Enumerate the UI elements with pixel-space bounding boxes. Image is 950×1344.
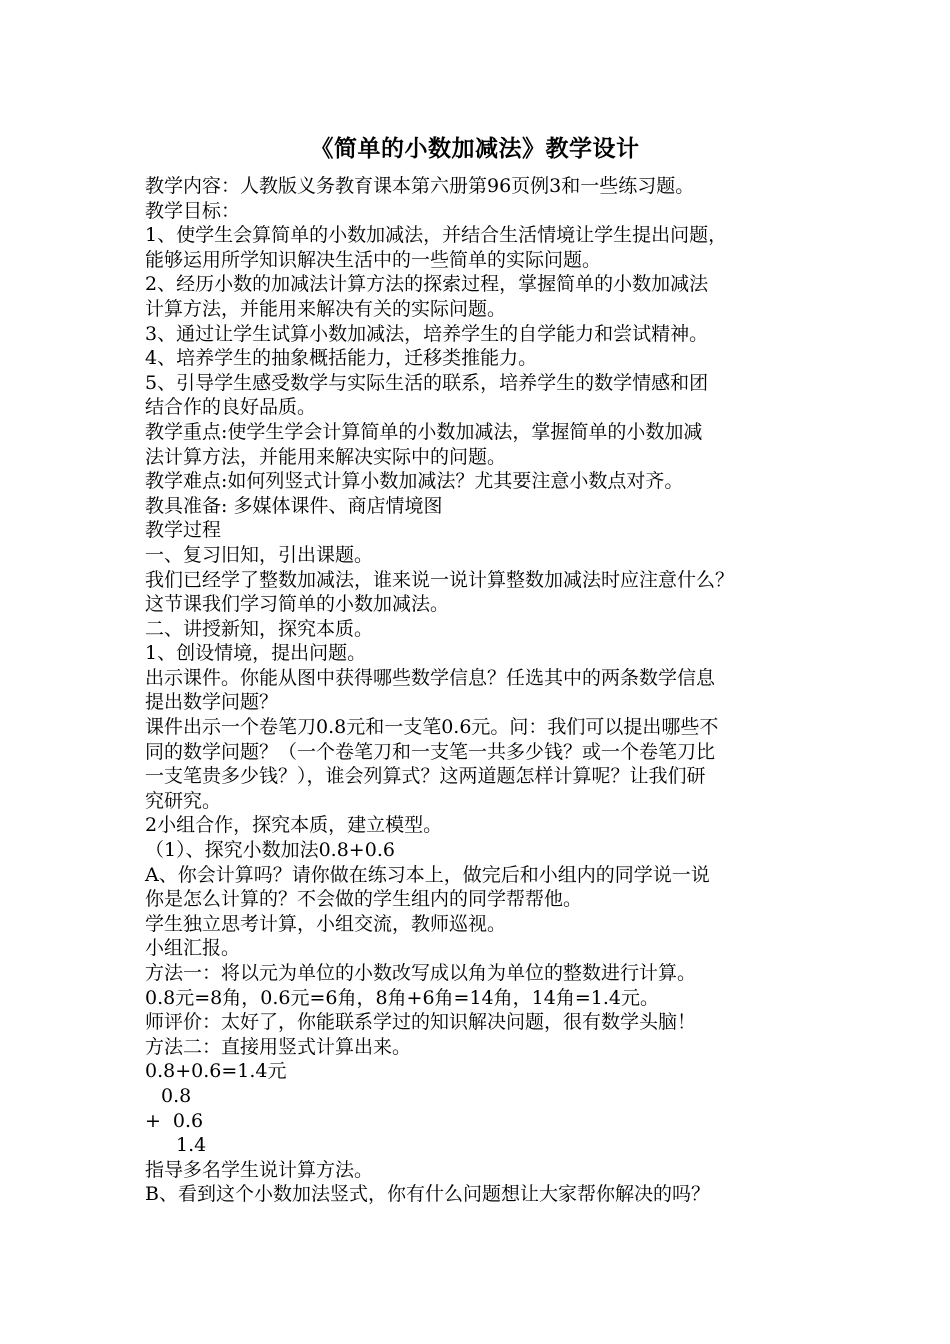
vertical-top-operand [145, 1084, 830, 1109]
vertical-plus-sign: + [145, 1109, 161, 1132]
line-example-d: 究研究。 [145, 789, 222, 812]
line-courseware-b: 提出数学问题？ [145, 691, 279, 714]
line-example-a: 课件出示一个卷笔刀0.8元和一支笔0.6元。问：我们可以提出哪些不 [145, 716, 719, 739]
line-example-b: 同的数学问题？（一个卷笔刀和一支笔一共多少钱？或一个卷笔刀比 [145, 740, 716, 763]
line-courseware-a: 出示课件。你能从图中获得哪些数学信息？任选其中的两条数学信息 [145, 666, 716, 689]
line-difficulty: 教学难点:如何列竖式计算小数加减法？尤其要注意小数点对齐。 [145, 470, 684, 493]
line-section-1: 一、复习旧知，引出课题。 [145, 543, 374, 566]
line-key-point-b: 法计算方法，并能用来解决实际中的问题。 [145, 445, 507, 468]
line-addition-heading: （1）、探究小数加法0.8+0.6 [145, 839, 395, 862]
line-equation: 0.8+0.6=1.4元 [145, 1060, 287, 1083]
document-body [145, 174, 830, 1207]
line-guide-students: 指导多名学生说计算方法。 [145, 1158, 374, 1181]
line-objective-5a: 5、引导学生感受数学与实际生活的联系，培养学生的数学情感和团 [145, 371, 709, 394]
line-part-b: B、看到这个小数加法竖式，你有什么问题想让大家帮你解决的吗？ [145, 1183, 710, 1206]
line-method-2: 方法二：直接用竖式计算出来。 [145, 1035, 412, 1058]
line-objective-2a: 2、经历小数的加减法计算方法的探索过程，掌握简单的小数加减法 [145, 273, 709, 296]
line-example-c: 一支笔贵多少钱？），谁会列算式？这两道题怎样计算呢？让我们研 [145, 765, 706, 788]
vertical-result [145, 1133, 830, 1158]
line-review-b: 这节课我们学习简单的小数加减法。 [145, 593, 450, 616]
line-section-2: 二、讲授新知，探究本质。 [145, 617, 374, 640]
line-review-a: 我们已经学了整数加减法，谁来说一说计算整数加减法时应注意什么？ [145, 568, 735, 591]
line-objective-1b: 能够运用所学知识解决生活中的一些简单的实际问题。 [145, 248, 602, 271]
vertical-top-value: 0.8 [161, 1084, 192, 1107]
line-key-point-a: 教学重点:使学生学会计算简单的小数加减法，掌握简单的小数加减 [145, 420, 703, 443]
vertical-second-value: 0.6 [172, 1109, 204, 1132]
vertical-result-value: 1.4 [176, 1134, 207, 1157]
line-objective-2b: 计算方法，并能用来解决有关的实际问题。 [145, 297, 507, 320]
line-teaching-content: 教学内容：人教版义务教育课本第六册第96页例3和一些练习题。 [145, 175, 695, 197]
vertical-second-operand [145, 1109, 830, 1134]
line-method-1: 方法一：将以元为单位的小数改写成以角为单位的整数进行计算。 [145, 962, 697, 984]
line-objective-4: 4、培养学生的抽象概括能力，迁移类推能力。 [145, 347, 538, 370]
line-group-report: 小组汇报。 [145, 937, 241, 960]
line-group-work: 学生独立思考计算，小组交流，教师巡视。 [145, 912, 507, 935]
line-objectives-heading: 教学目标： [145, 199, 241, 222]
line-teacher-comment: 师评价：太好了，你能联系学过的知识解决问题，很有数学头脑！ [145, 1011, 697, 1034]
line-part-a-2: 你是怎么计算的？不会做的学生组内的同学帮帮他。 [145, 888, 583, 911]
line-process-heading: 教学过程 [145, 519, 222, 542]
line-materials: 教具准备: 多媒体课件、商店情境图 [145, 494, 443, 517]
line-step-2: 2小组合作，探究本质，建立模型。 [145, 814, 443, 837]
line-objective-5b: 结合作的良好品质。 [145, 396, 317, 419]
document-title: 《简单的小数加减法》教学设计 [310, 135, 640, 162]
line-objective-3: 3、通过让学生试算小数加减法，培养学生的自学能力和尝试精神。 [145, 322, 709, 345]
line-step-1: 1、创设情境，提出问题。 [145, 642, 367, 665]
line-part-a-1: A、你会计算吗？请你做在练习本上，做完后和小组内的同学说一说 [145, 863, 710, 886]
line-method-1-calc: 0.8元=8角，0.6元=6角，8角+6角=14角，14角=1.4元。 [145, 986, 659, 1009]
line-objective-1a: 1、使学生会算简单的小数加减法，并结合生活情境让学生提出问题， [145, 224, 728, 247]
